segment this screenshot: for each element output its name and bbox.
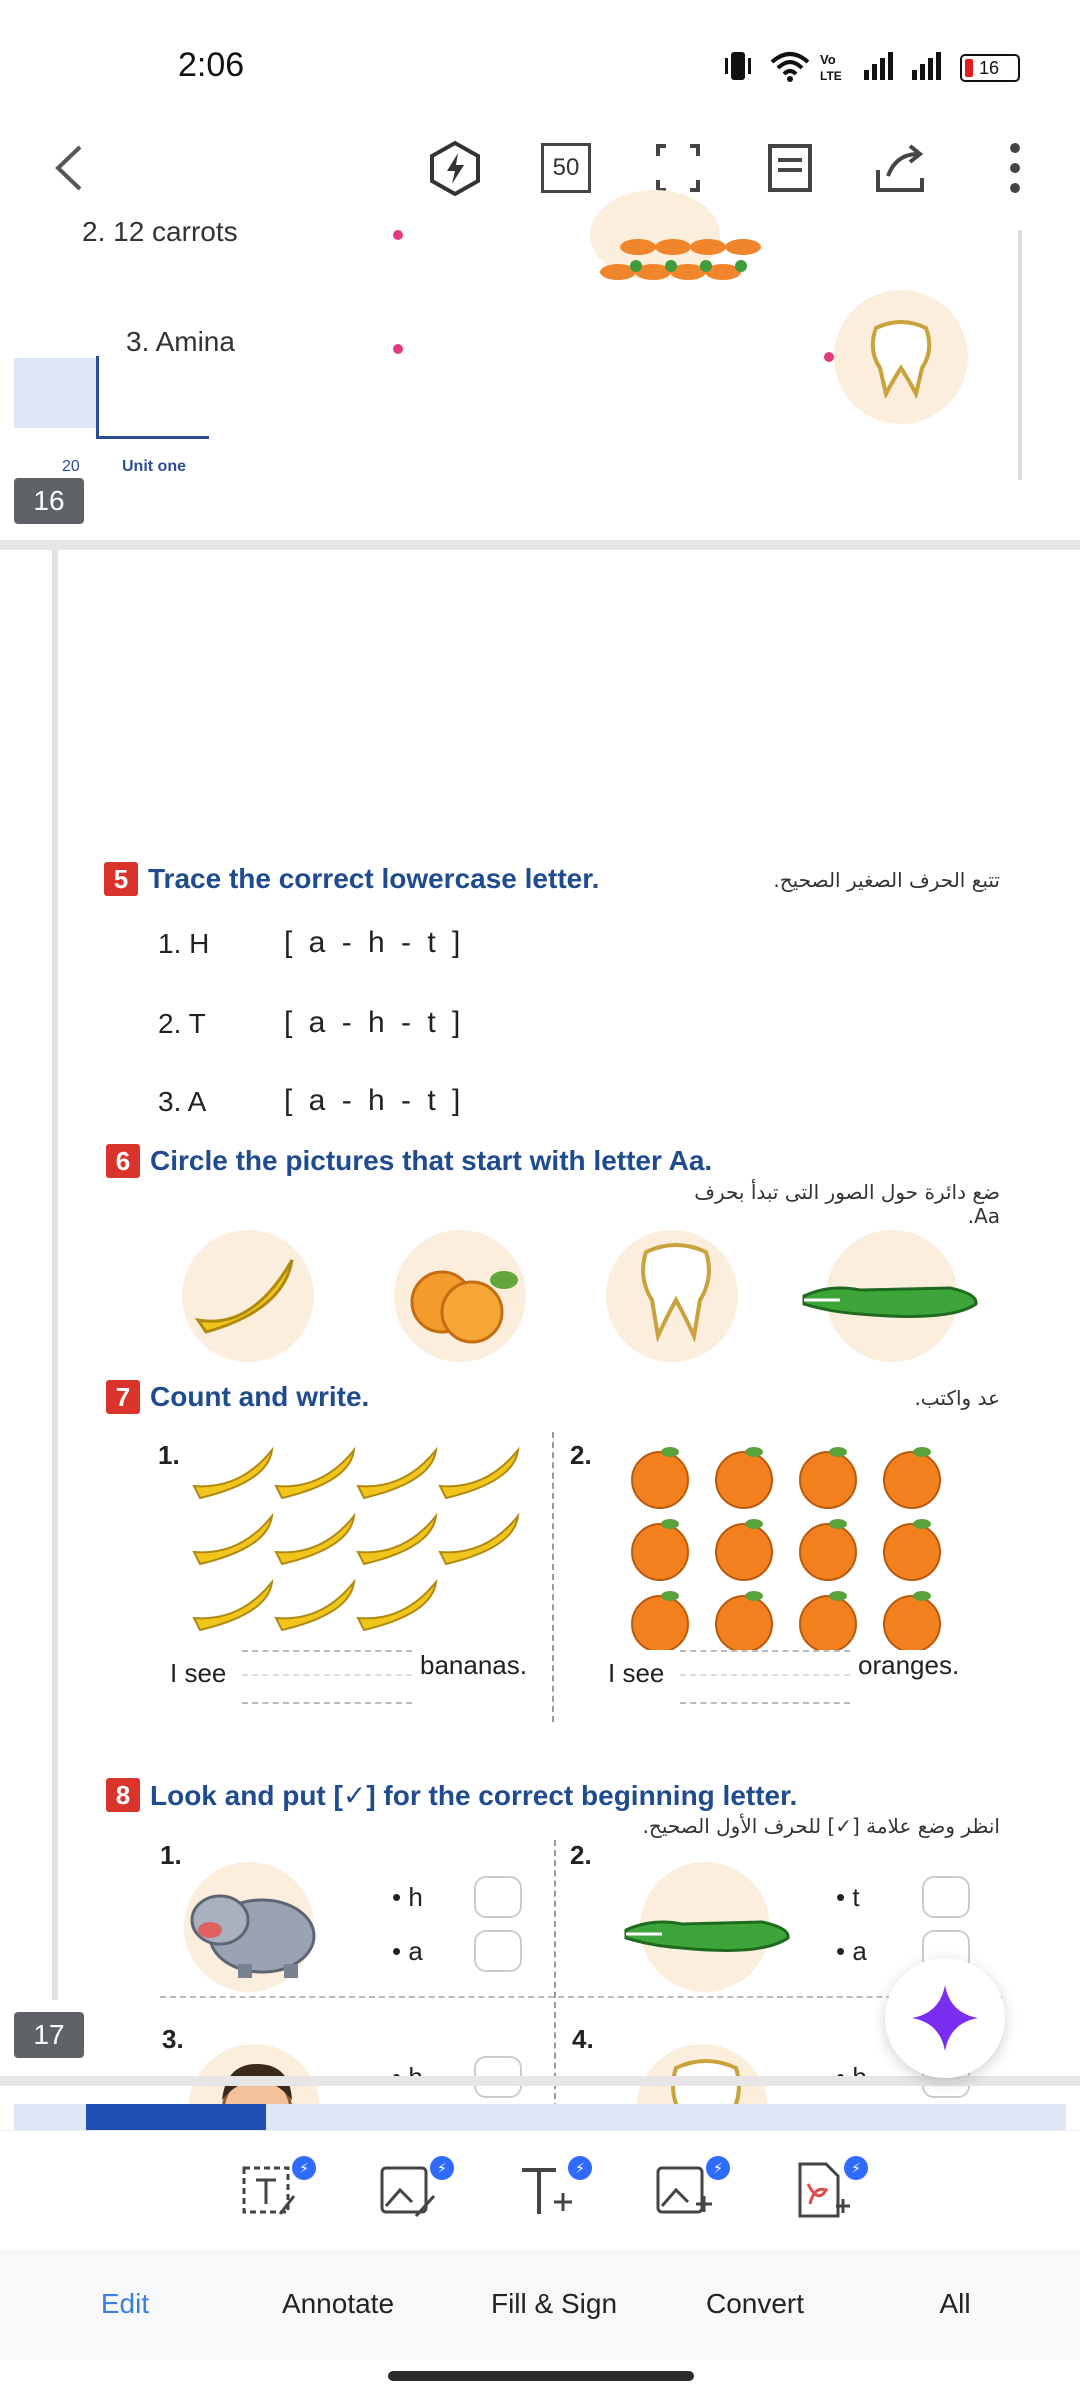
ai-badge-icon: ⚡ bbox=[844, 2156, 868, 2180]
volte-icon bbox=[820, 50, 856, 82]
reader-mode-button[interactable] bbox=[760, 138, 820, 198]
back-button[interactable] bbox=[40, 138, 100, 198]
pdf-page-16 bbox=[0, 216, 1080, 540]
page-separator bbox=[0, 540, 1080, 550]
battery-level: 16 bbox=[979, 57, 1000, 78]
tooth-image[interactable] bbox=[636, 1242, 716, 1342]
ai-badge-icon: ⚡ bbox=[706, 2156, 730, 2180]
exercise-7-text: Count and write. bbox=[150, 1381, 370, 1412]
pdf-edit-icon bbox=[792, 2160, 852, 2220]
add-text-tool[interactable] bbox=[516, 2160, 586, 2230]
ai-badge-icon: ⚡ bbox=[292, 2156, 316, 2180]
tab-annotate[interactable]: Annotate bbox=[281, 2288, 395, 2319]
ex5-item-3-options[interactable]: [ a - h - t ] bbox=[284, 1084, 465, 1117]
ex5-item-2-options[interactable]: [ a - h - t ] bbox=[284, 1006, 465, 1039]
tab-edit[interactable]: Edit bbox=[100, 2288, 150, 2319]
page16-item-3: 3. Amina bbox=[126, 326, 235, 357]
text-edit-tool[interactable] bbox=[240, 2160, 310, 2230]
page-count-icon: 50 bbox=[541, 143, 591, 193]
add-text-icon bbox=[516, 2160, 576, 2220]
exercise-7-arabic: عد واكتب. bbox=[914, 1386, 1000, 1410]
ex7-label-1: 1. bbox=[158, 1440, 180, 1470]
bananas-group-image bbox=[190, 1446, 540, 1646]
ai-assistant-button[interactable] bbox=[885, 1958, 1005, 2078]
exercise-8-title bbox=[106, 1778, 797, 1812]
orange-count-input[interactable] bbox=[680, 1650, 850, 1704]
crocodile-image bbox=[622, 1900, 792, 1970]
status-time: 2:06 bbox=[178, 46, 245, 84]
ai-bolt-button[interactable] bbox=[425, 138, 485, 198]
share-icon bbox=[874, 142, 930, 194]
exercise-8-arabic: انظر وضع علامة [✓] للحرف الأول الصحيح. bbox=[642, 1814, 1000, 1838]
status-bar bbox=[0, 0, 1080, 130]
add-image-tool[interactable] bbox=[654, 2160, 724, 2230]
page16-number: 20 bbox=[62, 458, 80, 475]
reader-mode-icon bbox=[766, 142, 814, 194]
exercise-8-number: 8 bbox=[106, 1778, 140, 1812]
crocodile-image[interactable] bbox=[800, 1266, 980, 1336]
home-indicator[interactable] bbox=[388, 2371, 694, 2381]
ex7-sentence-2-end: oranges. bbox=[858, 1650, 960, 1680]
share-button[interactable] bbox=[872, 138, 932, 198]
tab-all[interactable]: All bbox=[939, 2288, 971, 2319]
banana-count-input[interactable] bbox=[242, 1650, 412, 1704]
signal-icon bbox=[910, 50, 944, 82]
ex5-item-3-label: 3. A bbox=[158, 1086, 207, 1117]
ex7-label-2: 2. bbox=[570, 1440, 592, 1470]
exercise-5-arabic: تتبع الحرف الصغير الصحيح. bbox=[773, 868, 1000, 892]
text-edit-icon bbox=[240, 2160, 300, 2220]
pdf-viewer[interactable] bbox=[0, 216, 1080, 2130]
carrots-image bbox=[598, 232, 768, 302]
ex5-item-1-label: 1. H bbox=[158, 928, 210, 959]
battery-icon bbox=[960, 54, 1020, 82]
ex8-cell-1-opt-2: • a bbox=[392, 1936, 423, 1966]
hippo-image bbox=[188, 1880, 318, 1980]
page16-unit: Unit one bbox=[122, 458, 186, 475]
more-icon bbox=[1005, 140, 1025, 196]
ex8-cell-2-checkbox-1[interactable] bbox=[922, 1876, 970, 1918]
ex8-cell-1-checkbox-1[interactable] bbox=[474, 1876, 522, 1918]
page-count-button[interactable] bbox=[536, 138, 596, 198]
fullscreen-button[interactable] bbox=[648, 138, 708, 198]
exercise-7-title bbox=[106, 1380, 369, 1414]
ex8-cell-1-checkbox-2[interactable] bbox=[474, 1930, 522, 1972]
exercise-6-number: 6 bbox=[106, 1144, 140, 1178]
exercise-5-text: Trace the correct lowercase letter. bbox=[148, 863, 600, 894]
ex5-item-1-options[interactable]: [ a - h - t ] bbox=[284, 926, 465, 959]
ex8-cell-2-opt-2: • a bbox=[836, 1936, 867, 1966]
pdf-edit-tool[interactable] bbox=[792, 2160, 862, 2230]
match-dot bbox=[393, 344, 403, 354]
apricots-image[interactable] bbox=[404, 1250, 524, 1350]
signal-icon bbox=[862, 50, 896, 82]
exercise-8-text: Look and put [✓] for the correct beginning letter. bbox=[150, 1779, 798, 1811]
tab-fill-sign[interactable]: Fill & Sign bbox=[490, 2288, 618, 2319]
ex8-cell-1-opt-1: • h bbox=[392, 1882, 423, 1912]
page-badge-16: 16 bbox=[14, 478, 84, 524]
ex8-cell-1-label: 1. bbox=[160, 1840, 182, 1870]
ex8-cell-2-label: 2. bbox=[570, 1840, 592, 1870]
fullscreen-icon bbox=[654, 142, 702, 194]
page16-item-2: 2. 12 carrots bbox=[82, 216, 238, 247]
ex7-sentence-1-start: I see bbox=[170, 1658, 227, 1688]
ex5-item-2-label: 2. T bbox=[158, 1008, 206, 1039]
match-dot bbox=[824, 352, 834, 362]
tab-convert[interactable]: Convert bbox=[705, 2288, 805, 2319]
match-dot bbox=[393, 230, 403, 240]
tooth-image bbox=[866, 320, 936, 398]
image-edit-tool[interactable] bbox=[378, 2160, 448, 2230]
ex8-cell-2-opt-1: • t bbox=[836, 1882, 860, 1912]
exercise-6-arabic: ضع دائرة حول الصور التى تبدأ بحرف Aa. bbox=[694, 1180, 1000, 1228]
exercise-6-title bbox=[106, 1144, 712, 1178]
ex8-cell-4-label: 4. bbox=[572, 2024, 594, 2054]
pdf-page-18-preview bbox=[14, 2104, 1066, 2130]
page-badge-17: 17 bbox=[14, 2012, 84, 2058]
ex7-sentence-2-start: I see bbox=[608, 1658, 665, 1688]
ai-sparkle-icon bbox=[910, 1983, 980, 2053]
oranges-group-image bbox=[624, 1440, 954, 1650]
wifi-icon bbox=[770, 50, 810, 82]
exercise-5-title bbox=[104, 862, 599, 896]
page-separator bbox=[0, 2076, 1080, 2086]
svg-text:Vo: Vo bbox=[820, 52, 836, 67]
pdf-page-17 bbox=[0, 550, 1080, 2060]
ex7-sentence-1-end: bananas. bbox=[420, 1650, 527, 1680]
exercise-5-number: 5 bbox=[104, 862, 138, 896]
ai-badge-icon: ⚡ bbox=[430, 2156, 454, 2180]
svg-text:LTE: LTE bbox=[820, 69, 842, 82]
add-image-icon bbox=[654, 2160, 714, 2220]
ai-badge-icon: ⚡ bbox=[568, 2156, 592, 2180]
exercise-6-text: Circle the pictures that start with letter Aa. bbox=[150, 1145, 713, 1176]
exercise-7-number: 7 bbox=[106, 1380, 140, 1414]
image-edit-icon bbox=[378, 2160, 438, 2220]
vibrate-icon bbox=[724, 50, 752, 82]
ai-bolt-icon bbox=[427, 140, 483, 196]
back-icon bbox=[50, 143, 90, 193]
ex8-cell-3-label: 3. bbox=[162, 2024, 184, 2054]
banana-image[interactable] bbox=[192, 1250, 302, 1340]
more-button[interactable] bbox=[985, 138, 1045, 198]
